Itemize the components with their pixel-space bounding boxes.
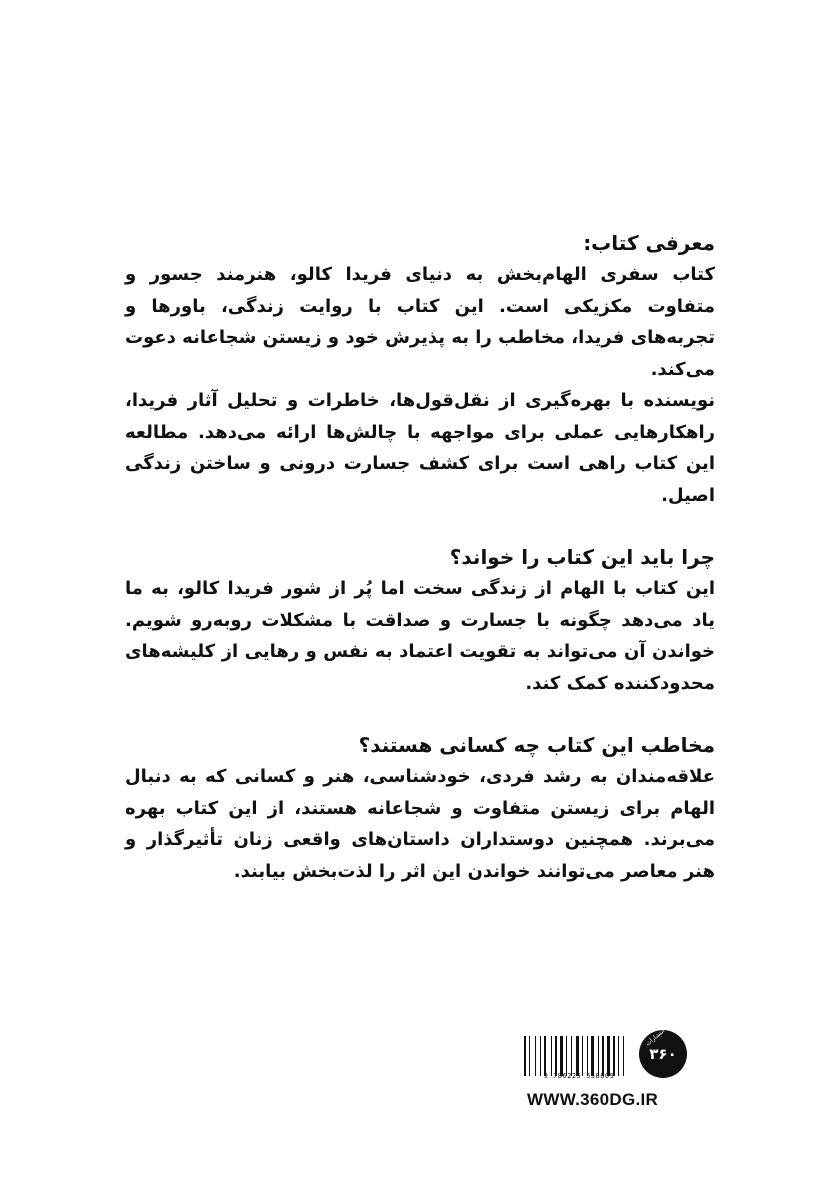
barcode-bar [537,1036,539,1076]
publisher-logo [639,1027,687,1078]
section-paragraph: کتاب سفری الهام‌بخش به دنیای فریدا کالو، هنرمند جسور و متفاوت مکزیکی است. این کتاب با روایت زندگی، باورها و تجربه‌های فریدا، مخاطب را به پذیرش خود و زیستن شجاعانه دعوت می‌کند. [125,264,715,380]
section-heading: چرا باید این کتاب را خواند؟ [449,545,715,569]
barcode-bar [616,1036,617,1076]
section-paragraph: علاقه‌مندان به رشد فردی، خودشناسی، هنر و کسانی که به دنبال الهام برای زیستن متفاوت و شجاعانه هستند، از این کتاب بهره می‌برند. همچنین دوستداران داستان‌های واقعی زنان تأثیرگذار و هنر معاصر می‌توانند خواندن این اثر را لذت‌بخش بیابند. [125,766,715,882]
barcode-bar [564,1036,565,1076]
barcode-bar [547,1036,550,1076]
isbn-number: 9 786225 558809 [543,1072,615,1080]
publisher-logo-caption: انتشارات [644,1027,667,1048]
barcode-bar [558,1036,559,1076]
publisher-website: WWW.360DG.IR [527,1090,659,1109]
barcode-bar [529,1036,530,1076]
barcode-bar [589,1036,590,1076]
barcode-bar [551,1036,552,1076]
barcode-bar [584,1036,586,1076]
barcode-bar [544,1036,546,1076]
barcode-bar [625,1036,628,1076]
barcode-bar [587,1036,588,1076]
barcode-bar [607,1036,610,1076]
barcode-bar [527,1036,528,1076]
barcode-bar [524,1036,526,1076]
barcode-bar [600,1036,601,1076]
barcode-bar [598,1036,599,1076]
barcode-bar [573,1036,575,1076]
book-description [125,227,715,917]
isbn-barcode [524,1028,634,1076]
barcode-bar [568,1036,570,1076]
barcode-bar [605,1036,606,1076]
barcode-bar [580,1036,581,1076]
barcode-bar [595,1036,597,1076]
section-why-read [125,541,715,699]
barcode-bar [535,1036,536,1076]
barcode-bar [566,1036,567,1076]
barcode-bar [582,1036,583,1076]
barcode-bar [560,1036,563,1076]
barcode-bar [602,1036,604,1076]
barcode-bar [591,1036,594,1076]
section-audience [125,729,715,887]
barcode-bar [618,1036,619,1076]
barcode-bar [542,1036,543,1076]
barcode-bar [531,1036,534,1076]
barcode-bar [611,1036,612,1076]
section-heading: معرفی کتاب: [583,231,715,255]
barcode-bar [613,1036,615,1076]
barcode-bar [540,1036,541,1076]
section-heading: مخاطب این کتاب چه کسانی هستند؟ [358,733,715,757]
barcode-bar [623,1036,624,1076]
barcode-bar [620,1036,622,1076]
publisher-logo-text: ۳۶۰ [649,1045,677,1063]
barcode-bar [576,1036,579,1076]
barcode-bar [555,1036,557,1076]
section-paragraph: این کتاب با الهام از زندگی سخت اما پُر از شور فریدا کالو، به ما یاد می‌دهد چگونه با جسارت و صداقت با مشکلات روبه‌رو شویم. خواندن آن می‌تواند به تقویت اعتماد به نفس و رهایی از کلیشه‌های محدودکننده کمک کند. [125,578,715,694]
barcode-bar [571,1036,572,1076]
section-introduction [125,227,715,511]
barcode-bar [553,1036,554,1076]
barcode-block [524,1028,690,1084]
section-paragraph: نویسنده با بهره‌گیری از نقل‌قول‌ها، خاطرات و تحلیل آثار فریدا، راهکارهایی عملی برای مواجهه با چالش‌ها ارائه می‌دهد. مطالعه این کتاب راهی است برای کشف جسارت درونی و ساختن زندگی اصیل. [125,390,715,506]
